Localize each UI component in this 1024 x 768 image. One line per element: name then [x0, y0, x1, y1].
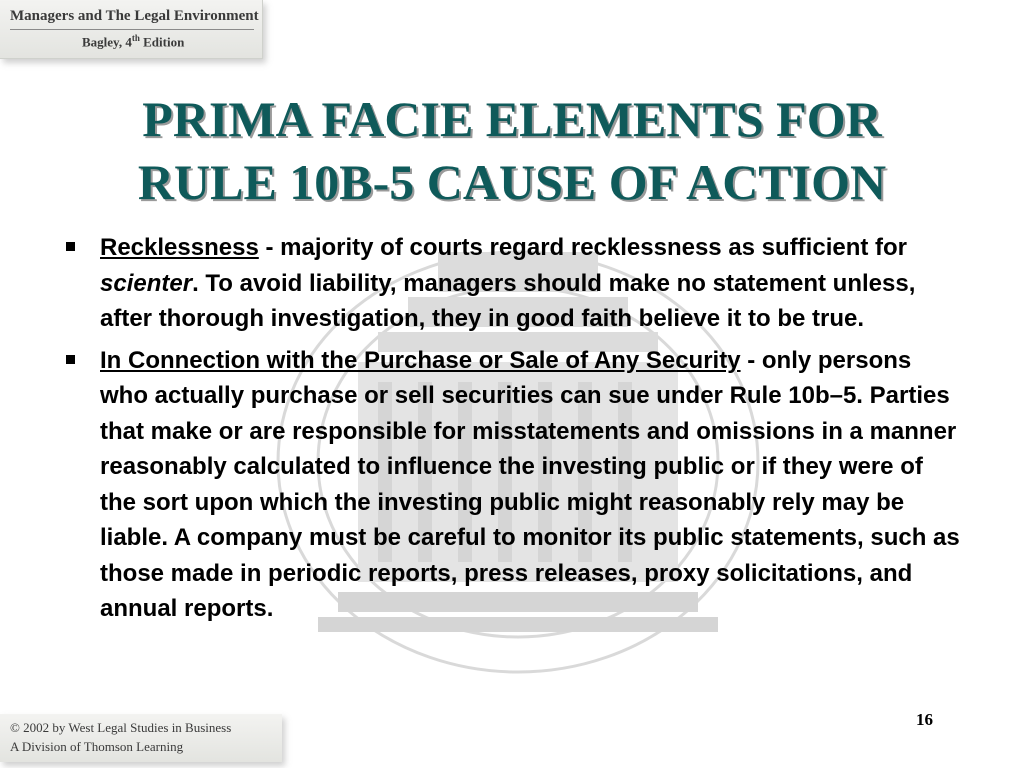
bullet-recklessness: [60, 230, 960, 337]
bullet-in-connection: [60, 343, 960, 627]
header-banner: [0, 0, 263, 59]
square-bullet-icon: [66, 355, 75, 364]
bullet-term: In Connection with the Purchase or Sale of Any Security: [100, 346, 741, 374]
publisher-line: A Division of Thomson Learning: [10, 739, 184, 754]
bullet-text: . To avoid liability, managers should make no statement unless, after thorough investigation, they in good faith believe it to be true.: [100, 269, 916, 332]
bullet-text: - majority of courts regard recklessness as sufficient for: [258, 234, 908, 261]
copyright-line: © 2002 by West Legal Studies in Business: [10, 720, 232, 735]
book-title: Managers and The Legal Environment: [10, 8, 259, 24]
bullet-term: Recklessness: [100, 234, 259, 261]
bullet-text: - only persons who actually purchase or sell securities can sue under Rule 10b–5. Parties that make or are responsible for misstatements and omissions in a manner reasonably calculated to influence the investing public or if they were of the sort upon which the investing public might reasonably rely may be liable. A company must be careful to monitor its public statements, such as those made in periodic reports, press releases, proxy solicitations, and annual reports.: [100, 346, 960, 622]
page-number: 16: [916, 710, 933, 729]
square-bullet-icon: [66, 242, 75, 251]
slide-title: [40, 88, 984, 214]
bullet-emphasis: scienter: [100, 269, 193, 297]
title-line-1: PRIMA FACIE ELEMENTS FOR: [142, 91, 882, 147]
footer-banner: [0, 714, 282, 762]
header-divider: [10, 29, 254, 30]
edition-label: Bagley, 4th Edition: [82, 33, 185, 50]
bullet-list: [60, 230, 960, 633]
title-line-2: RULE 10B-5 CAUSE OF ACTION: [137, 154, 887, 210]
